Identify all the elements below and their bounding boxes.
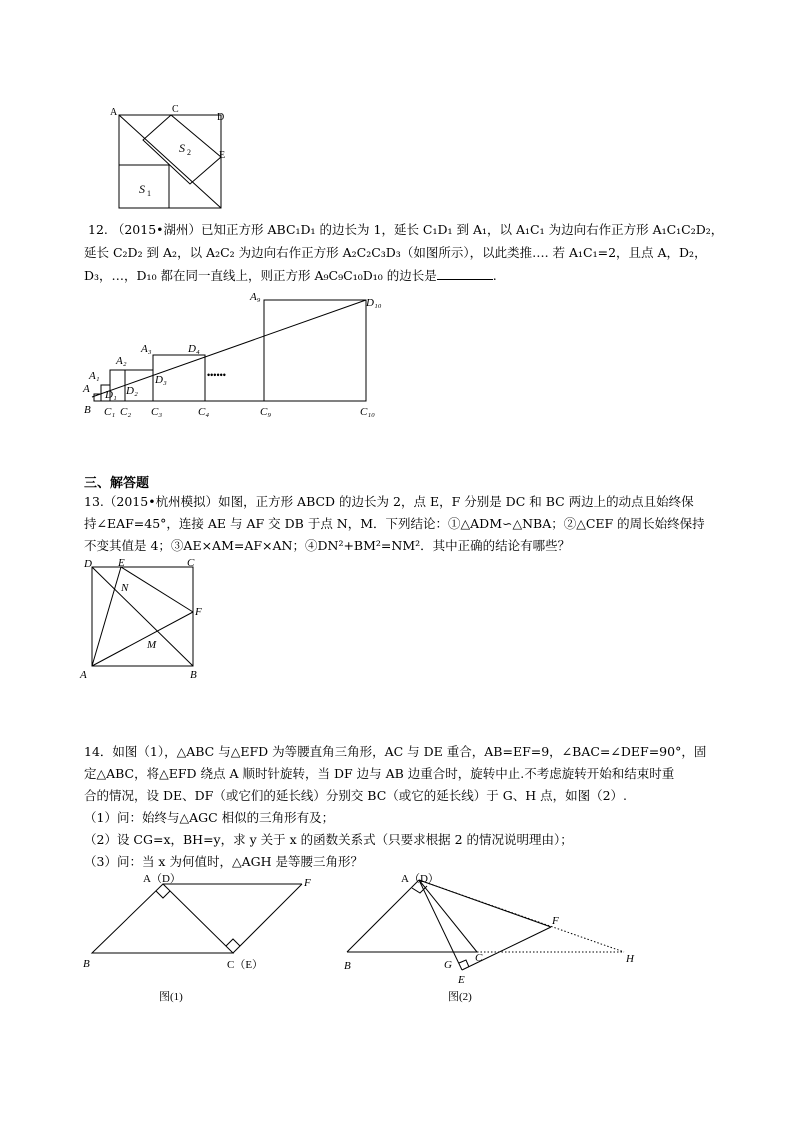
answer-blank[interactable] [437, 267, 493, 280]
q13-label-a: A [80, 669, 87, 681]
q14-fig2-label-b: B [344, 960, 351, 972]
q14-fig1-label-ad: A（D） [143, 873, 181, 885]
q13-line-2: 持∠EAF=45°，连接 AE 与 AF 交 DB 于点 N，M．下列结论：①△ADM∽△NBA；②△CEF 的周长始终保持 [84, 516, 705, 531]
q12-line-3 [84, 265, 497, 287]
q12-label-a1: A₁ [89, 370, 100, 382]
q14-line-3: 合的情况，设 DE、DF（或它们的延长线）分别交 BC（或它的延长线）于 G、H 点，如图（2）. [84, 788, 628, 803]
q12-label-c9: C₉ [260, 406, 272, 418]
q13-line-1: 13.（2015•杭州模拟）如图，正方形 ABCD 的边长为 2，点 E，F 分别是 DC 和 BC 两边上的动点且始终保 [84, 494, 694, 509]
q14-fig2-caption: 图(2) [448, 991, 472, 1003]
q12-label-c10: C₁₀ [360, 406, 375, 418]
fig11-label-c: C [172, 104, 179, 115]
fig11-label-s1-sub: 1 [147, 189, 151, 198]
section-heading: 三、解答题 [84, 476, 150, 491]
q14-line-5: （2）设 CG=x，BH=y，求 y 关于 x 的函数关系式（只要求根据 2 的情况说明理由）； [84, 832, 573, 847]
q12-label-a: A [83, 383, 90, 395]
q13-line-3: 不变其值是 4；③AE×AM=AF×AN；④DN²+BM²=NM²．其中正确的结论有哪些？ [84, 538, 571, 553]
q13-label-m: M [147, 639, 157, 651]
q12-label-c2: C₂ [120, 406, 132, 418]
q12-label-a9: A₉ [250, 291, 261, 303]
q14-fig1-label-ce: C（E） [227, 959, 264, 971]
q12-label-c4: C₄ [198, 406, 210, 418]
fig11-label-s2: S [179, 141, 185, 155]
q13-label-e: E [118, 557, 125, 569]
q14-line-6: （3）问：当 x 为何值时，△AGH 是等腰三角形？ [84, 854, 363, 869]
q14-line-2: 定△ABC，将△EFD 绕点 A 顺时针旋转，当 DF 边与 AB 边重合时，旋转中止.不考虑旋转开始和结束时重 [84, 766, 675, 781]
fig11-label-s2-sub: 2 [187, 148, 191, 157]
q12-label-c1: C₁ [104, 406, 116, 418]
q13-label-n: N [121, 582, 129, 594]
q12-line-3-end: . [492, 268, 497, 283]
q14-line-1: 14．如图（1），△ABC 与△EFD 为等腰直角三角形，AC 与 DE 重合，AB=EF=9，∠BAC=∠DEF=90°，固 [84, 744, 707, 759]
q12-label-a2: A₂ [116, 355, 127, 367]
q12-label-d1: D₁ [105, 389, 117, 401]
q13-label-f: F [195, 606, 202, 618]
q12-line-3-text: D₃，…，D₁₀ 都在同一直线上，则正方形 A₉C₉C₁₀D₁₀ 的边长是 [84, 268, 437, 283]
q13-label-b: B [190, 669, 197, 681]
q14-fig2-label-f: F [552, 915, 559, 927]
q12-line-2: 延长 C₂D₂ 到 A₂，以 A₂C₂ 为边向右作正方形 A₂C₂C₃D₃（如图所示），以此类推…. 若 A₁C₁=2，且点 A，D₂， [84, 245, 707, 260]
fig11-label-s1: S [139, 182, 145, 196]
q13-label-d: D [84, 558, 92, 570]
q12-ellipsis: •••••• [207, 370, 226, 380]
fig11-label-e: E [219, 150, 226, 161]
q14-fig2-label-c: C [475, 952, 483, 964]
q12-label-d4: D₄ [188, 343, 200, 355]
fig11-label-a: A [110, 107, 118, 118]
q14-line-4: （1）问：始终与△AGC 相似的三角形有及； [84, 810, 335, 825]
q12-label-a3: A₃ [141, 343, 152, 355]
q12-label-d2: D₂ [126, 385, 138, 397]
q14-fig1-label-f: F [304, 877, 311, 889]
q12-label-d10: D₁₀ [366, 297, 382, 309]
q14-fig2-label-ad: A（D） [401, 873, 439, 885]
q14-fig2-label-e: E [458, 974, 465, 986]
fig11-label-d: D [217, 112, 225, 123]
q12-label-b: B [84, 404, 91, 416]
q14-fig2-label-g: G [444, 959, 452, 971]
q12-label-c3: C₃ [151, 406, 163, 418]
q12-label-d3: D₃ [155, 374, 167, 386]
q13-label-c: C [187, 557, 195, 569]
q12-line-1: 12. （2015•湖州）已知正方形 ABC₁D₁ 的边长为 1，延长 C₁D₁ 到 A₁，以 A₁C₁ 为边向右作正方形 A₁C₁C₂D₂， [88, 222, 724, 237]
q14-fig1-caption: 图(1) [159, 991, 183, 1003]
q14-fig2-label-h: H [626, 953, 634, 965]
q14-fig1-label-b: B [83, 958, 90, 970]
